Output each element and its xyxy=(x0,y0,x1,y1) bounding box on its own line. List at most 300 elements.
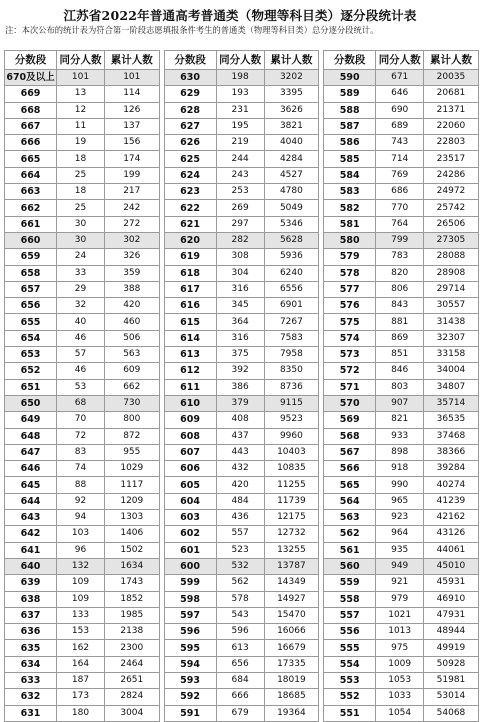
score-cell: 562 xyxy=(324,526,376,542)
score-cell: 601 xyxy=(164,542,216,558)
same-count-cell: 1009 xyxy=(376,656,424,672)
score-cell: 597 xyxy=(164,607,216,623)
cumulative-cell: 114 xyxy=(105,86,160,102)
score-cell: 614 xyxy=(164,330,216,346)
same-count-cell: 1013 xyxy=(376,624,424,640)
same-count-cell: 40 xyxy=(57,314,105,330)
table-row xyxy=(324,298,479,314)
table-row xyxy=(5,200,160,216)
same-count-cell: 803 xyxy=(376,379,424,395)
cumulative-cell: 15470 xyxy=(264,607,319,623)
table-row xyxy=(5,542,160,558)
same-count-cell: 671 xyxy=(376,70,424,86)
cumulative-cell: 2464 xyxy=(105,656,160,672)
score-cell: 619 xyxy=(164,249,216,265)
cumulative-cell: 36535 xyxy=(424,412,479,428)
score-cell: 595 xyxy=(164,640,216,656)
score-cell: 551 xyxy=(324,705,376,721)
table-row xyxy=(324,493,479,509)
same-count-cell: 420 xyxy=(216,477,264,493)
table-row xyxy=(324,689,479,705)
score-cell: 645 xyxy=(5,477,57,493)
cumulative-cell: 217 xyxy=(105,184,160,200)
same-count-cell: 1033 xyxy=(376,689,424,705)
score-cell: 638 xyxy=(5,591,57,607)
same-count-cell: 690 xyxy=(376,102,424,118)
cumulative-cell: 17335 xyxy=(264,656,319,672)
table-row xyxy=(164,151,319,167)
same-count-cell: 193 xyxy=(216,86,264,102)
cumulative-cell: 8736 xyxy=(264,379,319,395)
table-row xyxy=(164,510,319,526)
cumulative-cell: 2138 xyxy=(105,624,160,640)
same-count-cell: 686 xyxy=(376,184,424,200)
cumulative-cell: 40274 xyxy=(424,477,479,493)
table-row xyxy=(5,607,160,623)
cumulative-cell: 563 xyxy=(105,347,160,363)
table-row xyxy=(164,167,319,183)
table-row xyxy=(324,444,479,460)
cumulative-cell: 10403 xyxy=(264,444,319,460)
score-cell: 637 xyxy=(5,607,57,623)
cumulative-cell: 137 xyxy=(105,118,160,134)
score-cell: 563 xyxy=(324,510,376,526)
score-cell: 618 xyxy=(164,265,216,281)
table-row xyxy=(5,216,160,232)
same-count-cell: 96 xyxy=(57,542,105,558)
score-cell: 642 xyxy=(5,526,57,542)
same-count-cell: 244 xyxy=(216,151,264,167)
cumulative-cell: 54068 xyxy=(424,705,479,721)
table-row xyxy=(164,86,319,102)
score-cell: 626 xyxy=(164,135,216,151)
score-cell: 589 xyxy=(324,86,376,102)
cumulative-cell: 11739 xyxy=(264,493,319,509)
same-count-cell: 769 xyxy=(376,167,424,183)
score-cell: 590 xyxy=(324,70,376,86)
same-count-cell: 187 xyxy=(57,672,105,688)
table-row xyxy=(324,249,479,265)
same-count-cell: 851 xyxy=(376,347,424,363)
same-count-cell: 18 xyxy=(57,151,105,167)
score-table-3 xyxy=(323,50,479,722)
score-cell: 554 xyxy=(324,656,376,672)
table-row xyxy=(164,428,319,444)
score-cell: 580 xyxy=(324,232,376,248)
score-cell: 652 xyxy=(5,363,57,379)
cumulative-cell: 19364 xyxy=(264,705,319,721)
table-row xyxy=(5,689,160,705)
same-count-cell: 379 xyxy=(216,395,264,411)
score-cell: 561 xyxy=(324,542,376,558)
same-count-cell: 195 xyxy=(216,118,264,134)
same-count-cell: 173 xyxy=(57,689,105,705)
score-cell: 634 xyxy=(5,656,57,672)
score-cell: 565 xyxy=(324,477,376,493)
same-count-cell: 1053 xyxy=(376,672,424,688)
score-cell: 663 xyxy=(5,184,57,200)
same-count-cell: 921 xyxy=(376,575,424,591)
table-row xyxy=(164,461,319,477)
cumulative-cell: 1852 xyxy=(105,591,160,607)
table-row xyxy=(5,412,160,428)
table-row xyxy=(324,477,479,493)
score-cell: 555 xyxy=(324,640,376,656)
score-cell: 584 xyxy=(324,167,376,183)
table-row xyxy=(164,705,319,721)
same-count-cell: 30 xyxy=(57,232,105,248)
same-count-cell: 18 xyxy=(57,184,105,200)
same-count-cell: 1054 xyxy=(376,705,424,721)
same-count-cell: 907 xyxy=(376,395,424,411)
table-row xyxy=(324,705,479,721)
same-count-cell: 133 xyxy=(57,607,105,623)
same-count-cell: 596 xyxy=(216,624,264,640)
score-cell: 573 xyxy=(324,347,376,363)
same-count-cell: 88 xyxy=(57,477,105,493)
cumulative-cell: 47931 xyxy=(424,607,479,623)
same-count-cell: 282 xyxy=(216,232,264,248)
table-row xyxy=(164,607,319,623)
same-count-cell: 949 xyxy=(376,558,424,574)
table-row xyxy=(164,444,319,460)
table-row xyxy=(5,591,160,607)
table-row xyxy=(164,265,319,281)
score-cell: 560 xyxy=(324,558,376,574)
cumulative-cell: 34004 xyxy=(424,363,479,379)
same-count-cell: 408 xyxy=(216,412,264,428)
cumulative-cell: 18685 xyxy=(264,689,319,705)
score-cell: 639 xyxy=(5,575,57,591)
cumulative-cell: 460 xyxy=(105,314,160,330)
table-row xyxy=(5,118,160,134)
table-row xyxy=(164,493,319,509)
same-count-cell: 436 xyxy=(216,510,264,526)
table-row xyxy=(5,575,160,591)
score-cell: 662 xyxy=(5,200,57,216)
same-count-cell: 46 xyxy=(57,363,105,379)
table-row xyxy=(164,200,319,216)
score-cell: 586 xyxy=(324,135,376,151)
cumulative-cell: 24972 xyxy=(424,184,479,200)
table-row xyxy=(164,395,319,411)
same-count-cell: 613 xyxy=(216,640,264,656)
same-count-cell: 386 xyxy=(216,379,264,395)
table-row xyxy=(164,298,319,314)
score-cell: 646 xyxy=(5,461,57,477)
table-row xyxy=(5,102,160,118)
cumulative-cell: 388 xyxy=(105,281,160,297)
same-count-cell: 783 xyxy=(376,249,424,265)
same-count-cell: 132 xyxy=(57,558,105,574)
same-count-cell: 57 xyxy=(57,347,105,363)
table-row xyxy=(164,689,319,705)
header-score: 分数段 xyxy=(164,51,216,70)
cumulative-cell: 609 xyxy=(105,363,160,379)
score-cell: 611 xyxy=(164,379,216,395)
cumulative-cell: 1634 xyxy=(105,558,160,574)
table-row xyxy=(5,184,160,200)
same-count-cell: 923 xyxy=(376,510,424,526)
cumulative-cell: 5936 xyxy=(264,249,319,265)
table-row xyxy=(164,558,319,574)
same-count-cell: 484 xyxy=(216,493,264,509)
score-cell: 581 xyxy=(324,216,376,232)
cumulative-cell: 3004 xyxy=(105,705,160,721)
table-row xyxy=(5,444,160,460)
score-cell: 592 xyxy=(164,689,216,705)
score-cell: 587 xyxy=(324,118,376,134)
score-cell: 665 xyxy=(5,151,57,167)
cumulative-cell: 1303 xyxy=(105,510,160,526)
cumulative-cell: 28088 xyxy=(424,249,479,265)
cumulative-cell: 16066 xyxy=(264,624,319,640)
cumulative-cell: 800 xyxy=(105,412,160,428)
score-cell: 656 xyxy=(5,298,57,314)
score-cell: 591 xyxy=(164,705,216,721)
score-cell: 649 xyxy=(5,412,57,428)
cumulative-cell: 1502 xyxy=(105,542,160,558)
table-row xyxy=(164,363,319,379)
score-cell: 648 xyxy=(5,428,57,444)
table-row xyxy=(5,314,160,330)
cumulative-cell: 10835 xyxy=(264,461,319,477)
cumulative-cell: 24286 xyxy=(424,167,479,183)
table-row xyxy=(324,607,479,623)
cumulative-cell: 14927 xyxy=(264,591,319,607)
same-count-cell: 743 xyxy=(376,135,424,151)
table-row xyxy=(164,118,319,134)
table-row xyxy=(5,526,160,542)
score-cell: 567 xyxy=(324,444,376,460)
table-row xyxy=(324,184,479,200)
page-title: 江苏省2022年普通高考普通类（物理等科目类）逐分段统计表 xyxy=(63,8,417,23)
score-cell: 655 xyxy=(5,314,57,330)
cumulative-cell: 7267 xyxy=(264,314,319,330)
same-count-cell: 11 xyxy=(57,118,105,134)
cumulative-cell: 23517 xyxy=(424,151,479,167)
table-row xyxy=(324,461,479,477)
cumulative-cell: 3395 xyxy=(264,86,319,102)
table-row xyxy=(5,70,160,86)
same-count-cell: 92 xyxy=(57,493,105,509)
score-cell: 570 xyxy=(324,395,376,411)
score-cell: 579 xyxy=(324,249,376,265)
table-row xyxy=(5,86,160,102)
cumulative-cell: 27305 xyxy=(424,232,479,248)
score-cell: 650 xyxy=(5,395,57,411)
cumulative-cell: 18019 xyxy=(264,672,319,688)
score-cell: 588 xyxy=(324,102,376,118)
cumulative-cell: 4780 xyxy=(264,184,319,200)
score-cell: 572 xyxy=(324,363,376,379)
score-cell: 667 xyxy=(5,118,57,134)
score-cell: 654 xyxy=(5,330,57,346)
table-row xyxy=(324,526,479,542)
same-count-cell: 162 xyxy=(57,640,105,656)
cumulative-cell: 48944 xyxy=(424,624,479,640)
same-count-cell: 689 xyxy=(376,118,424,134)
same-count-cell: 679 xyxy=(216,705,264,721)
cumulative-cell: 25742 xyxy=(424,200,479,216)
header-cumulative: 累计人数 xyxy=(264,51,319,70)
cumulative-cell: 13255 xyxy=(264,542,319,558)
score-cell: 556 xyxy=(324,624,376,640)
score-cell: 600 xyxy=(164,558,216,574)
score-cell: 661 xyxy=(5,216,57,232)
same-count-cell: 543 xyxy=(216,607,264,623)
table-row xyxy=(324,216,479,232)
cumulative-cell: 43126 xyxy=(424,526,479,542)
score-cell: 620 xyxy=(164,232,216,248)
same-count-cell: 74 xyxy=(57,461,105,477)
table-row xyxy=(5,477,160,493)
table-row xyxy=(164,135,319,151)
same-count-cell: 806 xyxy=(376,281,424,297)
header-same-count: 同分人数 xyxy=(376,51,424,70)
same-count-cell: 219 xyxy=(216,135,264,151)
same-count-cell: 316 xyxy=(216,281,264,297)
table-row xyxy=(324,575,479,591)
score-cell: 566 xyxy=(324,461,376,477)
cumulative-cell: 101 xyxy=(105,70,160,86)
table-row xyxy=(164,672,319,688)
cumulative-cell: 156 xyxy=(105,135,160,151)
score-cell: 631 xyxy=(5,705,57,721)
table-row xyxy=(164,591,319,607)
cumulative-cell: 359 xyxy=(105,265,160,281)
same-count-cell: 1021 xyxy=(376,607,424,623)
cumulative-cell: 1985 xyxy=(105,607,160,623)
score-table-1 xyxy=(4,50,160,722)
score-cell: 670及以上 xyxy=(5,70,57,86)
table-row xyxy=(5,298,160,314)
table-row xyxy=(324,135,479,151)
cumulative-cell: 420 xyxy=(105,298,160,314)
score-cell: 607 xyxy=(164,444,216,460)
table-row xyxy=(164,216,319,232)
table-row xyxy=(5,249,160,265)
same-count-cell: 990 xyxy=(376,477,424,493)
table-row xyxy=(5,656,160,672)
cumulative-cell: 13787 xyxy=(264,558,319,574)
same-count-cell: 243 xyxy=(216,167,264,183)
same-count-cell: 30 xyxy=(57,216,105,232)
same-count-cell: 684 xyxy=(216,672,264,688)
table-row xyxy=(164,281,319,297)
same-count-cell: 843 xyxy=(376,298,424,314)
score-cell: 578 xyxy=(324,265,376,281)
score-cell: 599 xyxy=(164,575,216,591)
cumulative-cell: 35714 xyxy=(424,395,479,411)
cumulative-cell: 4284 xyxy=(264,151,319,167)
table-row xyxy=(324,640,479,656)
table-row xyxy=(5,347,160,363)
table-row xyxy=(324,395,479,411)
same-count-cell: 269 xyxy=(216,200,264,216)
table-row xyxy=(324,265,479,281)
score-cell: 558 xyxy=(324,591,376,607)
same-count-cell: 364 xyxy=(216,314,264,330)
cumulative-cell: 32307 xyxy=(424,330,479,346)
score-cell: 659 xyxy=(5,249,57,265)
score-cell: 569 xyxy=(324,412,376,428)
score-cell: 644 xyxy=(5,493,57,509)
same-count-cell: 180 xyxy=(57,705,105,721)
same-count-cell: 532 xyxy=(216,558,264,574)
table-row xyxy=(5,705,160,721)
score-cell: 559 xyxy=(324,575,376,591)
score-cell: 596 xyxy=(164,624,216,640)
cumulative-cell: 9115 xyxy=(264,395,319,411)
score-cell: 624 xyxy=(164,167,216,183)
table-row xyxy=(5,428,160,444)
table-row xyxy=(324,363,479,379)
table-row xyxy=(164,102,319,118)
score-cell: 577 xyxy=(324,281,376,297)
cumulative-cell: 26506 xyxy=(424,216,479,232)
table-row xyxy=(5,330,160,346)
table-row xyxy=(324,167,479,183)
same-count-cell: 562 xyxy=(216,575,264,591)
cumulative-cell: 4527 xyxy=(264,167,319,183)
cumulative-cell: 1406 xyxy=(105,526,160,542)
score-cell: 627 xyxy=(164,118,216,134)
score-cell: 647 xyxy=(5,444,57,460)
cumulative-cell: 51981 xyxy=(424,672,479,688)
same-count-cell: 253 xyxy=(216,184,264,200)
table-row xyxy=(5,395,160,411)
cumulative-cell: 22803 xyxy=(424,135,479,151)
same-count-cell: 231 xyxy=(216,102,264,118)
cumulative-cell: 8350 xyxy=(264,363,319,379)
cumulative-cell: 6240 xyxy=(264,265,319,281)
cumulative-cell: 46910 xyxy=(424,591,479,607)
header-cumulative: 累计人数 xyxy=(105,51,160,70)
score-cell: 632 xyxy=(5,689,57,705)
cumulative-cell: 174 xyxy=(105,151,160,167)
same-count-cell: 308 xyxy=(216,249,264,265)
same-count-cell: 437 xyxy=(216,428,264,444)
table-row xyxy=(164,477,319,493)
table-note: 注：本次公布的统计表为符合第一阶段志愿填报条件考生的普通类（物理等科目类）总分逐分段统计。 xyxy=(5,25,379,35)
score-cell: 657 xyxy=(5,281,57,297)
header-cumulative: 累计人数 xyxy=(424,51,479,70)
table-row xyxy=(164,232,319,248)
table-row xyxy=(5,232,160,248)
score-cell: 629 xyxy=(164,86,216,102)
score-cell: 568 xyxy=(324,428,376,444)
score-cell: 604 xyxy=(164,493,216,509)
table-row xyxy=(164,314,319,330)
score-cell: 616 xyxy=(164,298,216,314)
score-cell: 553 xyxy=(324,672,376,688)
same-count-cell: 965 xyxy=(376,493,424,509)
table-row xyxy=(164,70,319,86)
table-row xyxy=(324,542,479,558)
same-count-cell: 33 xyxy=(57,265,105,281)
same-count-cell: 443 xyxy=(216,444,264,460)
score-cell: 610 xyxy=(164,395,216,411)
cumulative-cell: 49919 xyxy=(424,640,479,656)
header-score: 分数段 xyxy=(5,51,57,70)
table-row xyxy=(324,151,479,167)
cumulative-cell: 16679 xyxy=(264,640,319,656)
table-row xyxy=(164,640,319,656)
same-count-cell: 432 xyxy=(216,461,264,477)
table-row xyxy=(324,232,479,248)
same-count-cell: 94 xyxy=(57,510,105,526)
